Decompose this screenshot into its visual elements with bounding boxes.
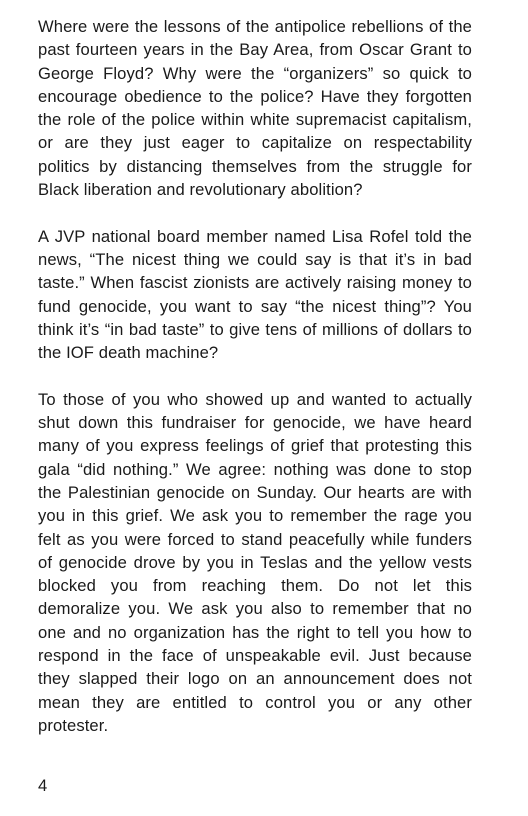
document-page <box>38 15 472 737</box>
paragraph-2: A JVP national board member named Lisa Rofel told the news, “The nicest thing we could say is that it’s in bad taste.” When fascist zionists are actively raising money to fund genocide, you want to say “the nicest thing”? You think it’s “in bad taste” to give tens of millions of dollars to the IOF death machine? <box>38 226 472 363</box>
paragraph-3: To those of you who showed up and wanted to actually shut down this fundraiser for genocide, we have heard many of you express feelings of grief that protesting this gala “did nothing.” We agree: nothing was done to stop the Palestinian genocide on Sunday. Our hearts are with you in this grief. We ask you to remember the rage you felt as you were forced to stand peacefully while funders of genocide drove by you in Teslas and the yellow vests blocked you from reaching them. Do not let this demoralize you. We ask you also to remember that no one and no organization has the right to tell you how to respond in the face of unspeakable evil. Just because they slapped their logo on an announcement does not mean they are entitled to control you or any other protester. <box>38 389 472 735</box>
page-number: 4 <box>38 776 48 795</box>
paragraph-1: Where were the lessons of the antipolice rebellions of the past fourteen years in the Bay Area, from Oscar Grant to George Floyd? Why were the “organizers” so quick to encourage obedience to the police? Have they forgotten the role of the police within white supremacist capitalism, or are they just eager to capitalize on respectability politics by distancing themselves from the struggle for Black liberation and revolutionary abolition? <box>38 17 472 200</box>
